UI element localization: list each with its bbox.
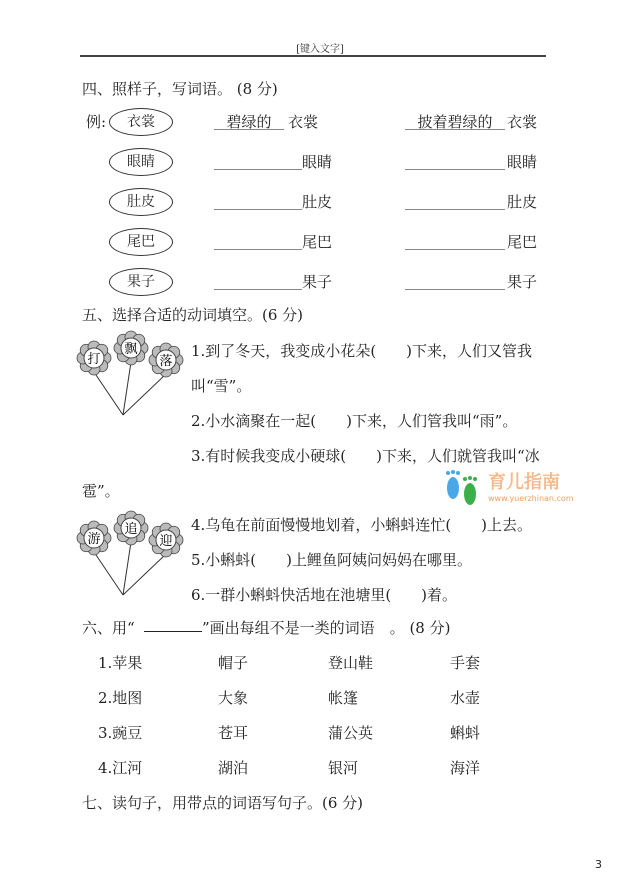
cloud-word: 果子 (109, 268, 173, 296)
watermark-url: www.yuerzhinan.com (488, 494, 574, 503)
flower-verb: 游 (87, 532, 101, 547)
flower-icon (149, 523, 183, 557)
watermark (440, 468, 620, 508)
flower-verb: 追 (124, 522, 138, 537)
question-1-cont: 叫“雪”。 (191, 377, 252, 395)
word-option[interactable]: 蒲公英 (328, 724, 374, 742)
question-3: 3.有时候我变成小硬球( )下来，人们就管我叫“冰 (191, 447, 540, 465)
target-word-2: 尾巴 (507, 233, 538, 251)
target-word-1: 肚皮 (302, 193, 333, 211)
example-label: 例: (86, 113, 107, 131)
section4-title: 四、照样子，写词语。 (8 分) (82, 80, 278, 98)
page-number: 3 (595, 858, 602, 871)
section6-title-pre: 六、用“ (82, 619, 135, 637)
underline-sample (144, 631, 202, 632)
page-header: [键入文字] (296, 44, 344, 55)
target-word-1: 眼睛 (302, 153, 333, 171)
word-option[interactable]: 苍耳 (218, 724, 249, 742)
word-option[interactable]: 湖泊 (218, 759, 249, 777)
target-word-2: 果子 (507, 273, 538, 291)
flower-group-1 (76, 330, 186, 420)
flower-icon (114, 511, 148, 545)
answer-blank-1[interactable] (214, 271, 302, 290)
word-option[interactable]: 1.苹果 (98, 654, 143, 672)
question-5: 5.小蝌蚪( )上鲤鱼阿姨问妈妈在哪里。 (191, 551, 473, 569)
word-option[interactable]: 海洋 (450, 759, 481, 777)
target-word-2: 肚皮 (507, 193, 538, 211)
word-option[interactable]: 蝌蚪 (450, 724, 481, 742)
word-option[interactable]: 登山鞋 (328, 654, 374, 672)
target-word-1: 衣裳 (288, 113, 319, 131)
answer-blank-1[interactable]: 碧绿的 (214, 111, 284, 130)
flower-verb: 迎 (159, 534, 173, 549)
flower-group-2 (76, 510, 186, 600)
flower-icon (77, 341, 111, 375)
word-option[interactable]: 2.地图 (98, 689, 143, 707)
flower-verb: 打 (87, 352, 101, 367)
word-option[interactable]: 水壶 (450, 689, 481, 707)
question-1: 1.到了冬天，我变成小花朵( )下来，人们又管我 (191, 342, 533, 360)
footprints-icon (440, 468, 484, 508)
word-option[interactable]: 4.江河 (98, 759, 143, 777)
answer-blank-2[interactable]: 披着碧绿的 (405, 111, 505, 130)
question-4: 4.乌龟在前面慢慢地划着，小蝌蚪连忙( )上去。 (191, 516, 533, 534)
answer-blank-1[interactable] (214, 191, 302, 210)
answer-blank-1[interactable] (214, 231, 302, 250)
flower-verb: 落 (159, 354, 173, 369)
target-word-2: 衣裳 (507, 113, 538, 131)
word-option[interactable]: 银河 (328, 759, 359, 777)
cloud-word: 衣裳 (109, 108, 173, 136)
flower-icon (114, 331, 148, 365)
header-rule (80, 55, 546, 57)
word-option[interactable]: 帐篷 (328, 689, 359, 707)
target-word-1: 果子 (302, 273, 333, 291)
watermark-text: 育儿指南 (488, 472, 560, 493)
answer-blank-2[interactable] (405, 231, 505, 250)
target-word-1: 尾巴 (302, 233, 333, 251)
word-option[interactable]: 手套 (450, 654, 481, 672)
answer-blank-1[interactable] (214, 151, 302, 170)
section7-title: 七、读句子，用带点的词语写句子。(6 分) (82, 794, 364, 812)
flower-icon (77, 521, 111, 555)
target-word-2: 眼睛 (507, 153, 538, 171)
answer-blank-2[interactable] (405, 151, 505, 170)
question-6: 6.一群小蝌蚪快活地在池塘里( )着。 (191, 586, 458, 604)
section5-title: 五、选择合适的动词填空。(6 分) (82, 306, 304, 324)
word-option[interactable]: 大象 (218, 689, 249, 707)
answer-blank-2[interactable] (405, 191, 505, 210)
flower-verb: 飘 (124, 342, 138, 357)
cloud-word: 尾巴 (109, 228, 173, 256)
cloud-word: 肚皮 (109, 188, 173, 216)
cloud-word: 眼睛 (109, 148, 173, 176)
question-3-cont: 雹”。 (82, 482, 120, 500)
word-option[interactable]: 帽子 (218, 654, 249, 672)
section6-title-post: ”画出每组不是一类的词语 。 (8 分) (202, 619, 451, 637)
question-2: 2.小水滴聚在一起( )下来，人们管我叫“雨”。 (191, 412, 518, 430)
answer-blank-2[interactable] (405, 271, 505, 290)
flower-icon (149, 343, 183, 377)
word-option[interactable]: 3.豌豆 (98, 724, 143, 742)
